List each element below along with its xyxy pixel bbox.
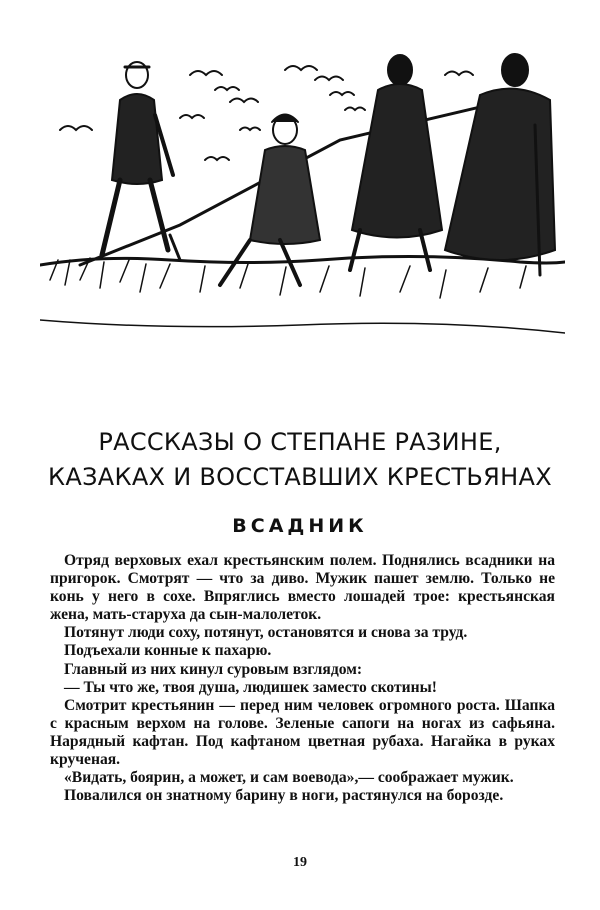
paragraph: Повалился он знатному барину в ноги, растянулся на борозде. [64, 787, 504, 805]
paragraph: «Видать, боярин, а может, и сам воевода»,— соображает мужик. [64, 769, 514, 787]
page-number: 19 [293, 855, 307, 870]
section-title-line1: РАССКАЗЫ О СТЕПАНЕ РАЗИНЕ, [98, 428, 502, 456]
old-woman-figure [445, 54, 555, 275]
paragraph: Смотрит крестьянин — перед ним человек огромного роста. Шапка с красным верхом на голове. Зеленые сапоги на ногах из сафьяна. Нарядный кафтан. Под кафтаном цветная рубаха. Нагайка в руках крученая. [50, 696, 555, 769]
ploughing-peasants-illustration [40, 30, 565, 350]
peasant-boy-figure [220, 115, 320, 286]
paragraph: — Ты что же, твоя душа, людишек заместо скотины! [64, 678, 437, 696]
paragraph: Отряд верховых ехал крестьянским полем. Поднялись всадники на пригорок. Смотрят — что за диво. Мужик пашет землю. Только не конь у него в сохе. Впряглись вместо лошадей трое: крестьянская жена, мать-старуха да сын-малолеток. [50, 552, 555, 624]
story-text [50, 552, 555, 805]
paragraph: Главный из них кинул суровым взглядом: [64, 660, 363, 678]
section-title [0, 425, 600, 495]
peasant-woman-figure [350, 55, 442, 270]
story-title: ВСАДНИК [232, 515, 368, 537]
section-title-line2: КАЗАКАХ И ВОССТАВШИХ КРЕСТЬЯНАХ [48, 463, 552, 491]
paragraph: Подъехали конные к пахарю. [64, 642, 272, 660]
paragraph: Потянут люди соху, потянут, остановятся и снова за труд. [64, 624, 468, 642]
peasant-man-figure [102, 62, 173, 255]
